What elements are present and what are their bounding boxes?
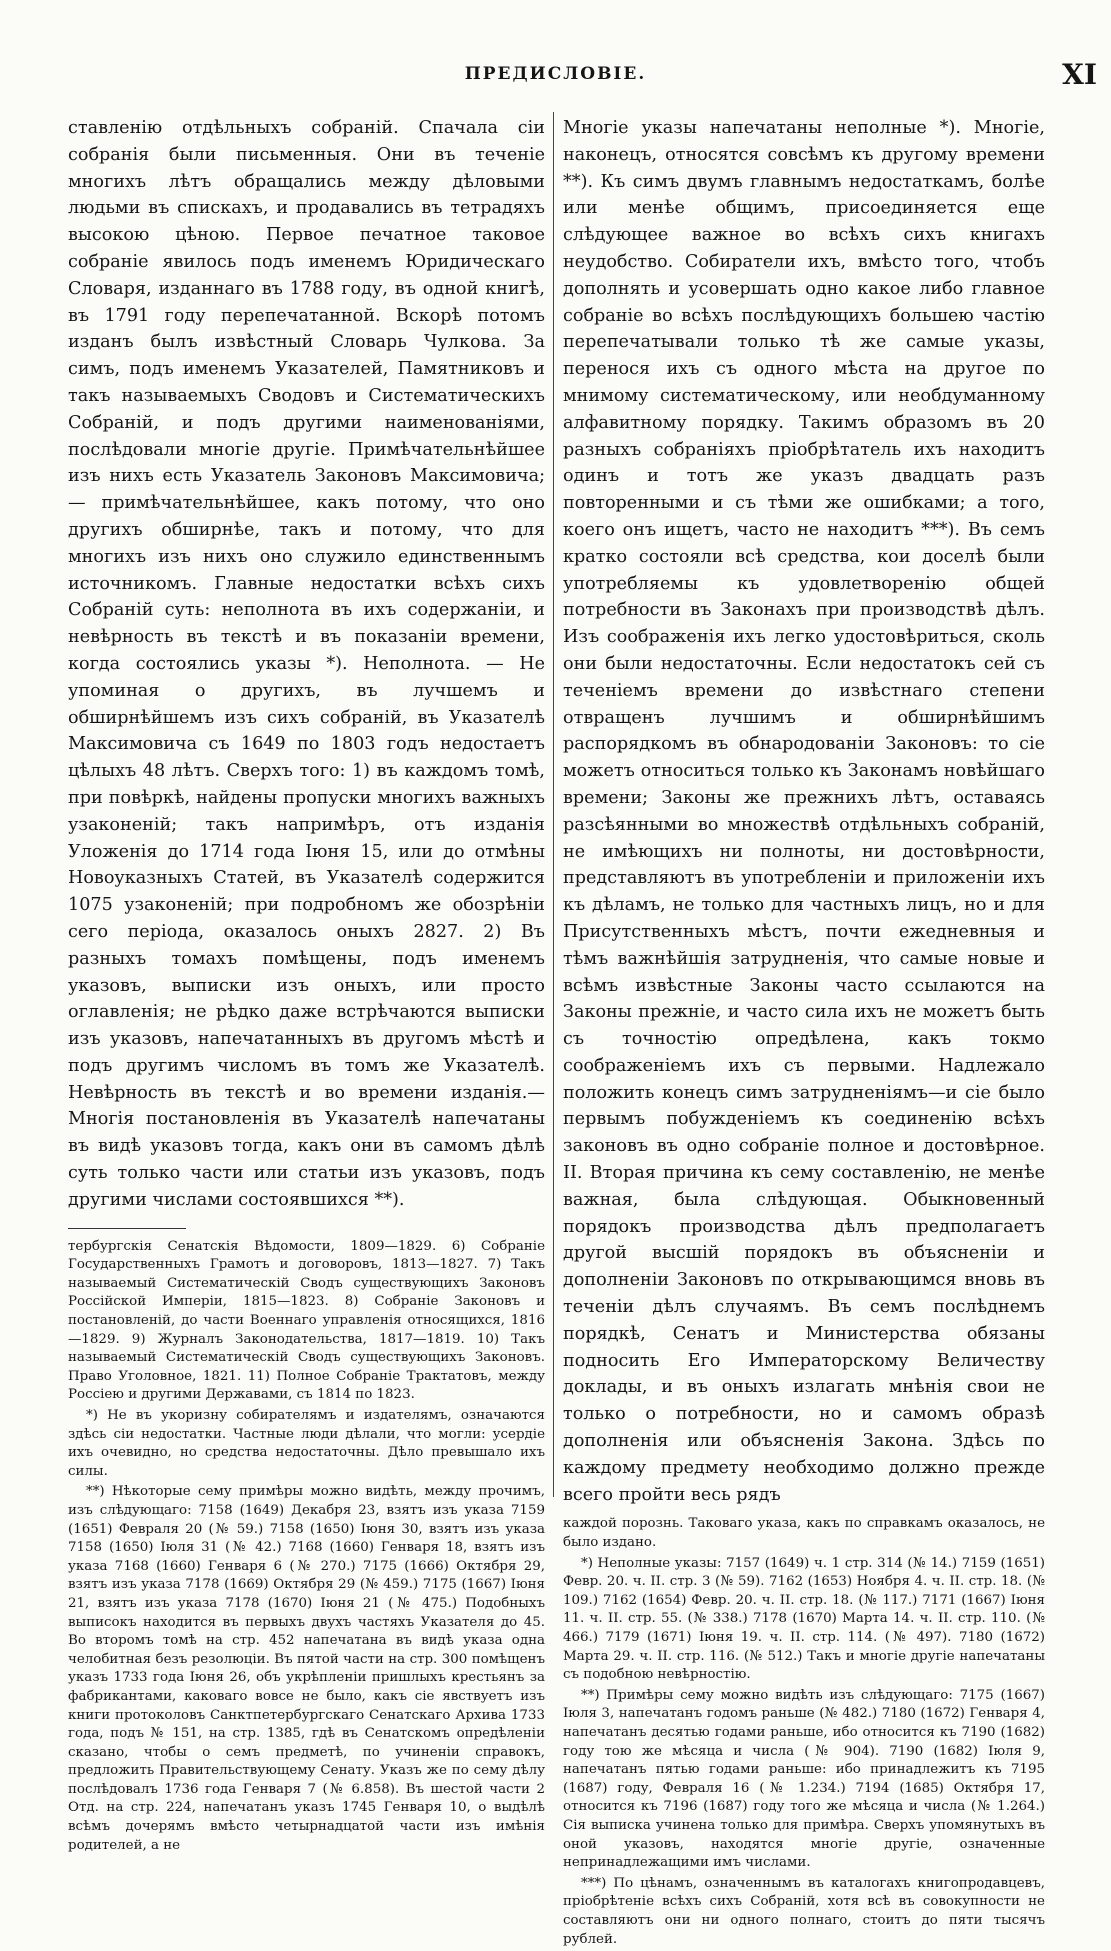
right-footnote-2: **) Примѣры сему можно видѣть изъ слѣдующаго: 7175 (1667) Іюля 3, напечатанъ годомъ раньше (№ 482.) 7180 (1672) Генваря 4, напечатанъ десятью годами раньше, ибо относится къ 7190 (1682) году тою же мѣсяца и числа (№ 904). 7190 (1682) Іюля 9, напечатанъ пятью годами раньше: ибо принадлежитъ къ 7195 (1687) году, Февраля 16 (№ 1.234.) 7194 (1685) Октября 17, относится къ 7196 (1687) году того же мѣсяца и числа (№ 1.264.) Сія выписка учинена только для примѣра. Сверхъ упомянутыхъ въ оной указовъ, находятся многіе другіе, означенные непринадлежащими имъ числами. — [563, 1687, 1045, 1871]
footnote-rule — [68, 1228, 186, 1229]
right-main-text: Многіе указы напечатаны неполные *). Многіе, наконецъ, относятся совсѣмъ къ другому времени **). Къ симъ двумъ главнымъ недостаткамъ, болѣе или менѣе общимъ, присоединяется еще слѣдующее важное во всѣхъ сихъ книгахъ неудобство. Собиратели ихъ, вмѣсто того, чтобъ дополнять и усовершать одно какое либо главное собраніе во всѣхъ послѣдующихъ большею частію перепечатывали только тѣ же самые указы, перенося ихъ съ одного мѣста на другое по мнимому систематическому, или необдуманному алфавитному порядку. Такимъ образомъ въ 20 разныхъ собраніяхъ пріобрѣтатель ихъ находитъ одинъ и тотъ же указъ двадцать разъ повторенными и съ тѣми же ошибками; а того, коего онъ ищетъ, часто не находитъ ***). Въ семъ кратко состояли всѣ средства, кои доселѣ были употребляемы къ удовлетворенію общей потребности въ Законахъ при производствѣ дѣлъ. Изъ соображенія ихъ легко удостовѣриться, сколь они были недостаточны. Если недостатокъ сей съ теченіемъ времени до извѣстнаго степени отвращенъ лучшимъ и обширнѣйшимъ распорядкомъ въ обнародованіи Законовъ: то сіе можетъ относиться только къ Законамъ новѣйшаго времени; Законы же прежнихъ лѣтъ, оставаясь разсѣянными во множествѣ отдѣльныхъ собраній, не имѣющихъ ни полноты, ни достовѣрности, представляютъ въ употребленіи и приложеніи ихъ къ дѣламъ, не только для частныхъ лицъ, но и для Присутственныхъ мѣстъ, почти ежедневныя и тѣмъ важнѣйшія затрудненія, что самые новые и всѣмъ извѣстные Законы часто ссылаются на Законы прежніе, и часто сила ихъ не можетъ быть съ точностію опредѣлена, какъ токмо соображеніемъ ихъ съ первыми. Надлежало положить конецъ симъ затрудненіямъ—и сіе было первымъ побужденіемъ къ соединенію всѣхъ законовъ въ одно собраніе полное и достовѣрное. II. Вторая причина къ сему составленію, не менѣе важная, была слѣдующая. Обыкновенный порядокъ производства дѣлъ предполагаетъ другой высшій порядокъ въ объясненіи и дополненіи Законовъ по открывающимся вновь въ теченіи дѣлъ случаямъ. Въ семъ послѣднемъ порядкѣ, Сенатъ и Министерства обязаны подносить Его Императорскому Величеству доклады, и въ оныхъ излагать мнѣнія свои не только о потребности, но и самомъ образѣ дополненія или объясненія Закона. Здѣсь по каждому предмету необходимо должно прежде всего пройти весь рядъ — [563, 118, 1045, 1505]
left-column — [68, 115, 545, 1857]
column-divider — [553, 112, 554, 1497]
right-footnote-1: *) Неполные указы: 7157 (1649) ч. 1 стр. 314 (№ 14.) 7159 (1651) Февр. 20. ч. II. стр. 3 (№ 59). 7162 (1653) Ноября 4. ч. II. стр. 18. (№ 109.) 7162 (1654) Февр. 20. ч. II. стр. 18. (№ 117.) 7171 (1667) Іюня 11. ч. II. стр. 55. (№ 338.) 7178 (1670) Марта 14. ч. II. стр. 110. (№ 466.) 7179 (1671) Іюня 19. ч. II. стр. 114. (№ 497). 7180 (1672) Марта 29. ч. II. стр. 116. (№ 512.) Такъ и многіе другіе напечатаны съ подобною невѣрностію. — [563, 1555, 1045, 1683]
running-title: ПРЕДИСЛОВІЕ. — [464, 64, 647, 84]
page-number: XI — [1062, 58, 1097, 91]
page-header — [0, 58, 1111, 98]
left-footnote-1: *) Не въ укоризну собирателямъ и издателямъ, означаются здѣсь сіи недостатки. Частные люди дѣлали, что могли: усердіе ихъ очевидно, но средства недостаточны. Дѣло превышало ихъ силы. — [68, 1408, 545, 1479]
right-footnote-3: ***) По цѣнамъ, означеннымъ въ каталогахъ книгопродавцевъ, пріобрѣтеніе всѣхъ сихъ Собраній, хотя всѣ въ совокупности не составляютъ они ни одного полнаго, стоитъ до пяти тысячъ рублей. — [563, 1875, 1045, 1947]
left-footnote-2: **) Нѣкоторые сему примѣры можно видѣть, между прочимъ, изъ слѣдующаго: 7158 (1649) Декабря 23, взятъ изъ указа 7159 (1651) Февраля 20 (№ 59.) 7158 (1650) Іюня 30, взятъ изъ указа 7158 (1650) Іюля 31 (№ 42.) 7168 (1660) Генваря 18, взятъ изъ указа 7168 (1660) Генваря 6 (№ 270.) 7175 (1666) Октября 29, взятъ изъ указа 7178 (1669) Октября 29 (№ 459.) 7175 (1667) Іюня 21, взятъ изъ указа 7178 (1670) Іюня 21 (№ 475.) Подобныхъ выписокъ находится въ первыхъ двухъ частяхъ Указателя до 45. Во второмъ томѣ на стр. 452 напечатана въ видѣ указа одна челобитная безъ резолюціи. Въ пятой части на стр. 300 помѣщенъ указъ 1733 года Іюня 26, объ укрѣпленіи пришлыхъ крестьянъ за фабрикантами, каковаго вовсе не было, какъ сіе явствуетъ изъ книги протоколовъ Санктпетербургскаго Сенатскаго Архива 1733 года, подъ № 151, на стр. 1385, гдѣ въ Сенатскомъ опредѣленіи сказано, чтобы о семъ предметѣ, по учиненіи справокъ, предложить Правительствующему Сенату. Указъ же по сему дѣлу послѣдовалъ 1736 года Генваря 7 (№ 6.858). Въ шестой части 2 Отд. на стр. 224, напечатанъ указъ 1745 Генваря 10, о выдѣлѣ всѣмъ дочерямъ вмѣсто четырнадцатой части изъ имѣнія родителей, а не — [68, 1484, 545, 1853]
left-footnote-continued: тербургскія Сенатскія Вѣдомости, 1809—1829. 6) Собраніе Государственныхъ Грамотъ и договоровъ, 1813—1827. 7) Такъ называемый Систематическій Сводъ существующихъ Законовъ Россійской Имперіи, 1815—1823. 8) Собраніе Законовъ и постановленій, до части Военнаго управленія относящихся, 1816—1829. 9) Журналъ Законодательства, 1817—1819. 10) Такъ называемый Систематическій Сводъ существующихъ Законовъ. Право Уголовное, 1821. 11) Полное Собраніе Трактатовъ, между Россіею и другими Державами, съ 1814 по 1823. — [68, 1238, 545, 1403]
right-footnote-continued: каждой порознь. Таковаго указа, какъ по справкамъ оказалось, не было издано. — [563, 1516, 1045, 1551]
left-main-text: ставленію отдѣльныхъ собраній. Спачала сіи собранія были письменныя. Они въ теченіе многихъ лѣтъ обращались между дѣловыми людьми въ спискахъ, и продавались въ тетрадяхъ высокою цѣною. Первое печатное таковое собраніе явилось подъ именемъ Юридическаго Словаря, изданнаго въ 1788 году, въ одной книгѣ, въ 1791 году перепечатанной. Вскорѣ потомъ изданъ былъ извѣстный Словарь Чулкова. За симъ, подъ именемъ Указателей, Памятниковъ и такъ называемыхъ Сводовъ и Систематическихъ Собраній, и подъ другими наименованіями, послѣдовали многіе другіе. Примѣчательнѣйшее изъ нихъ есть Указатель Законовъ Максимовича; — примѣчательнѣйшее, какъ потому, что оно другихъ обширнѣе, такъ и потому, что для многихъ изъ нихъ оно служило единственнымъ источникомъ. Главные недостатки всѣхъ сихъ Собраній суть: неполнота въ ихъ содержаніи, и невѣрность въ текстѣ и въ показаніи времени, когда состоялись указы *). Неполнота. — Не упоминая о другихъ, въ лучшемъ и обширнѣйшемъ изъ сихъ собраній, въ Указателѣ Максимовича съ 1649 по 1803 годъ недостаетъ цѣлыхъ 48 лѣтъ. Сверхъ того: 1) въ каждомъ томѣ, при повѣркѣ, найдены пропуски многихъ важныхъ узаконеній; такъ напримѣръ, отъ изданія Уложенія до 1714 года Іюня 15, или до отмѣны Новоуказныхъ Статей, въ Указателѣ содержится 1075 узаконеній; при подробномъ же обозрѣніи сего періода, оказалось оныхъ 2827. 2) Въ разныхъ томахъ помѣщены, подъ именемъ указовъ, выписки изъ оныхъ, или просто оглавленія; не рѣдко даже встрѣчаются выписки изъ указовъ, напечатанныхъ въ другомъ мѣстѣ и подъ другимъ числомъ въ томъ же Указателѣ. Невѣрность въ текстѣ и во времени изданія.—Многія постановленія въ Указателѣ напечатаны въ видѣ указовъ тогда, какъ они въ самомъ дѣлѣ суть только части или статьи изъ указовъ, подъ другими числами состоявшихся **). — [68, 118, 545, 1210]
right-column — [563, 115, 1045, 1951]
